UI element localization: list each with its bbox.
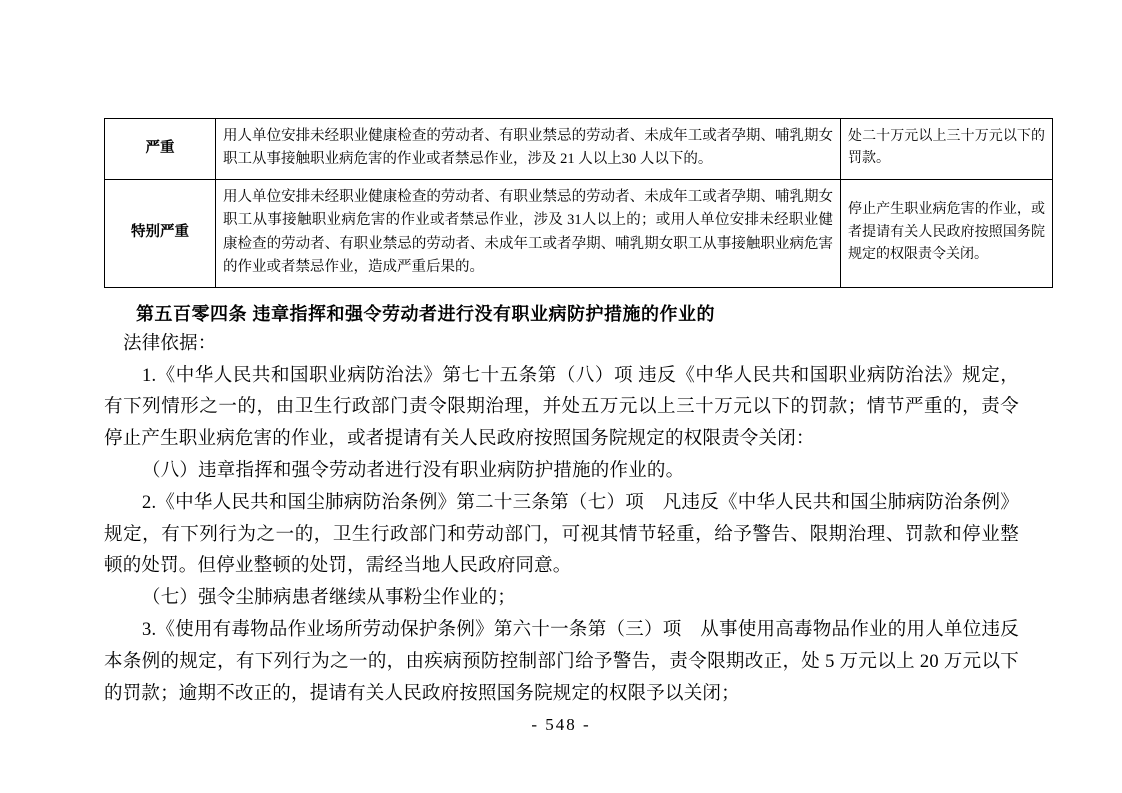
severity-level-cell: 特别严重 (105, 179, 216, 287)
severity-level-cell: 严重 (105, 119, 216, 180)
table-row (105, 179, 1053, 287)
penalty-amount-cell: 处二十万元以上三十万元以下的罚款。 (841, 119, 1053, 180)
table-row (105, 119, 1053, 180)
legal-basis-item-8: （八）违章指挥和强令劳动者进行没有职业病防护措施的作业的。 (142, 460, 685, 481)
legal-basis-paragraph-1: 1.《中华人民共和国职业病防治法》第七十五条第（八）项 违反《中华人民共和国职业病防治法》规定，有下列情形之一的，由卫生行政部门责令限期治理，并处五万元以上三十万元以下的罚款；情节严重的，责令停止产生职业病危害的作业，或者提请有关人民政府按照国务院规定的权限责令关闭： (104, 365, 1019, 450)
penalty-table (104, 118, 1053, 288)
page-number: - 548 - (531, 715, 591, 734)
legal-basis-item-7: （七）强令尘肺病患者继续从事粉尘作业的； (142, 588, 517, 609)
violation-description-cell: 用人单位安排未经职业健康检查的劳动者、有职业禁忌的劳动者、未成年工或者孕期、哺乳期女职工从事接触职业病危害的作业或者禁忌作业，涉及 31人以上的；或用人单位安排未经职业健康检查的劳动者、有职业禁忌的劳动者、未成年工或者孕期、哺乳期女职工从事接触职业病危害的作业或者禁忌作业，造成严重后果的。 (216, 179, 841, 287)
article-heading: 第五百零四条 违章指挥和强令劳动者进行没有职业病防护措施的作业的 (136, 303, 715, 324)
legal-basis-paragraph-3: 3.《使用有毒物品作业场所劳动保护条例》第六十一条第（三）项 从事使用高毒物品作业的用人单位违反本条例的规定，有下列行为之一的，由疾病预防控制部门给予警告，责令限期改正，处 5 万元以上 20 万元以下的罚款；逾期不改正的，提请有关人民政府按照国务院规定的权限予以关闭； (104, 620, 1019, 704)
legal-basis-label: 法律依据： (123, 333, 217, 354)
page-content (104, 118, 1045, 710)
violation-description-cell: 用人单位安排未经职业健康检查的劳动者、有职业禁忌的劳动者、未成年工或者孕期、哺乳期女职工从事接触职业病危害的作业或者禁忌作业，涉及 21 人以上30 人以下的。 (216, 119, 841, 180)
penalty-amount-cell: 停止产生职业病危害的作业，或者提请有关人民政府按照国务院规定的权限责令关闭。 (841, 179, 1053, 287)
legal-basis-paragraph-2: 2.《中华人民共和国尘肺病防治条例》第二十三条第（七）项 凡违反《中华人民共和国尘肺病防治条例》规定，有下列行为之一的，卫生行政部门和劳动部门，可视其情节轻重，给予警告、限期治理、罚款和停业整顿的处罚。但停业整顿的处罚，需经当地人民政府同意。 (104, 492, 1019, 577)
